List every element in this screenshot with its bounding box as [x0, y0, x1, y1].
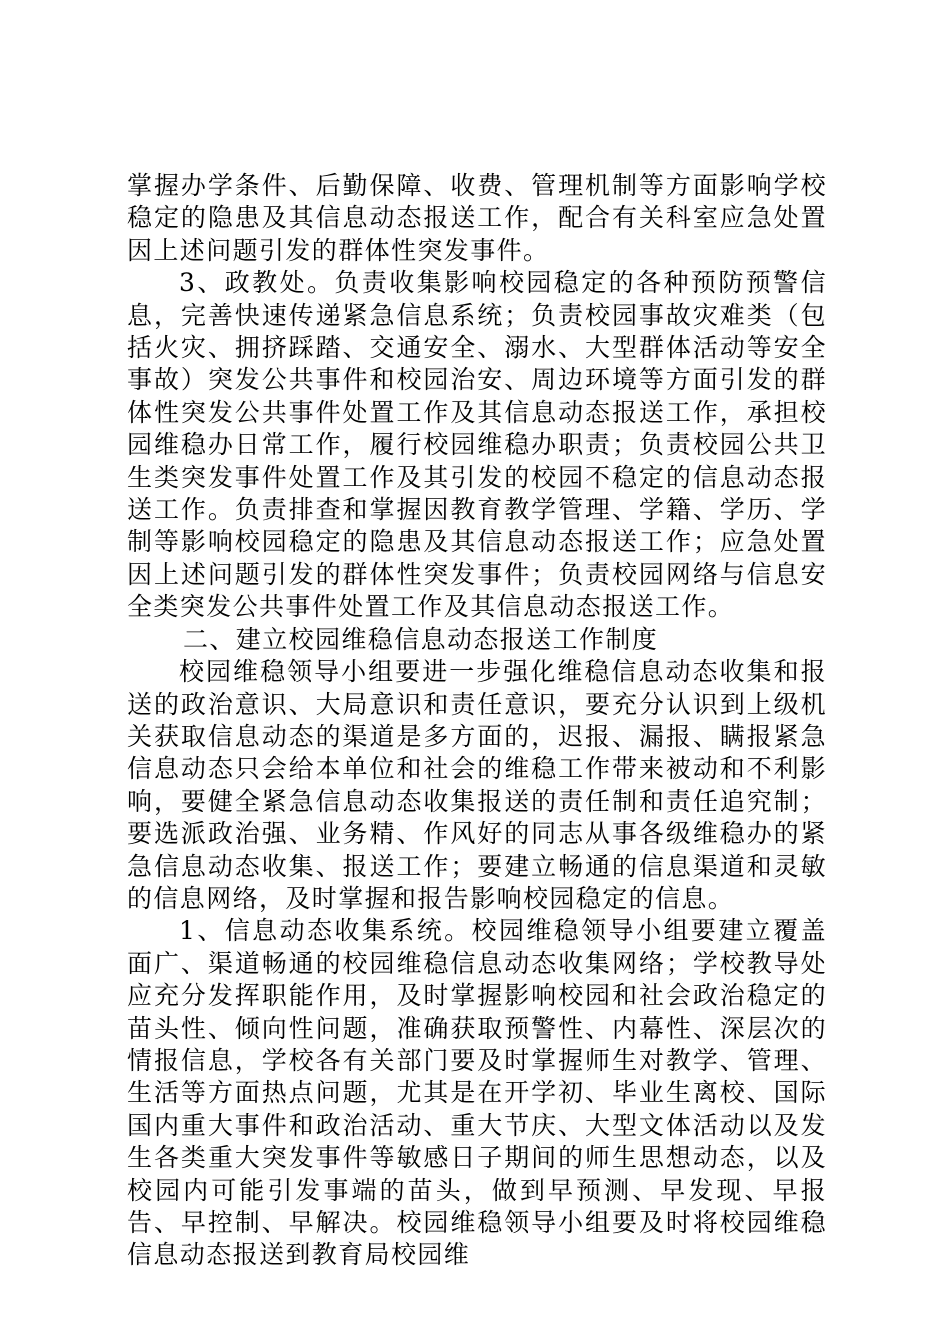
paragraph-continuation: 掌握办学条件、后勤保障、收费、管理机制等方面影响学校稳定的隐患及其信息动态报送工作，配合有关科室应急处置因上述问题引发的群体性突发事件。 — [127, 171, 827, 265]
section-heading: 二、建立校园维稳信息动态报送工作制度 — [183, 624, 659, 654]
paragraph-political-office: 3、政教处。负责收集影响校园稳定的各种预防预警信息，完善快速传递紧急信息系统；负责校园事故灾难类（包括火灾、拥挤踩踏、交通安全、溺水、大型群体活动等安全事故）突发公共事件和校园治安、周边环境等方面引发的群体性突发公共事件处置工作及其信息动态报送工作，承担校园维稳办日常工作，履行校园维稳办职责；负责校园公共卫生类突发事件处置工作及其引发的校园不稳定的信息动态报送工作。负责排查和掌握因教育教学管理、学籍、学历、学制等影响校园稳定的隐患及其信息动态报送工作；应急处置因上述问题引发的群体性突发事件；负责校园网络与信息安全类突发公共事件处置工作及其信息动态报送工作。 — [127, 268, 827, 622]
paragraph-leadership-group: 校园维稳领导小组要进一步强化维稳信息动态收集和报送的政治意识、大局意识和责任意识，要充分认识到上级机关获取信息动态的渠道是多方面的，迟报、漏报、瞒报紧急信息动态只会给本单位和社会的维稳工作带来被动和不利影响，要健全紧急信息动态收集报送的责任制和责任追究制；要选派政治强、业务精、作风好的同志从事各级维稳办的紧急信息动态收集、报送工作；要建立畅通的信息渠道和灵敏的信息网络，及时掌握和报告影响校园稳定的信息。 — [127, 657, 827, 913]
document-body — [127, 170, 827, 1272]
paragraph-info-collection: 1、信息动态收集系统。校园维稳领导小组要建立覆盖面广、渠道畅通的校园维稳信息动态收集网络；学校教导处应充分发挥职能作用，及时掌握影响校园和社会政治稳定的苗头性、倾向性问题，准确获取预警性、内幕性、深层次的情报信息，学校各有关部门要及时掌握师生对教学、管理、生活等方面热点问题，尤其是在开学初、毕业生离校、国际国内重大事件和政治活动、重大节庆、大型文体活动以及发生各类重大突发事件等敏感日子期间的师生思想动态，以及校园内可能引发事端的苗头，做到早预测、早发现、早报告、早控制、早解决。校园维稳领导小组要及时将校园维稳信息动态报送到教育局校园维 — [127, 916, 827, 1270]
